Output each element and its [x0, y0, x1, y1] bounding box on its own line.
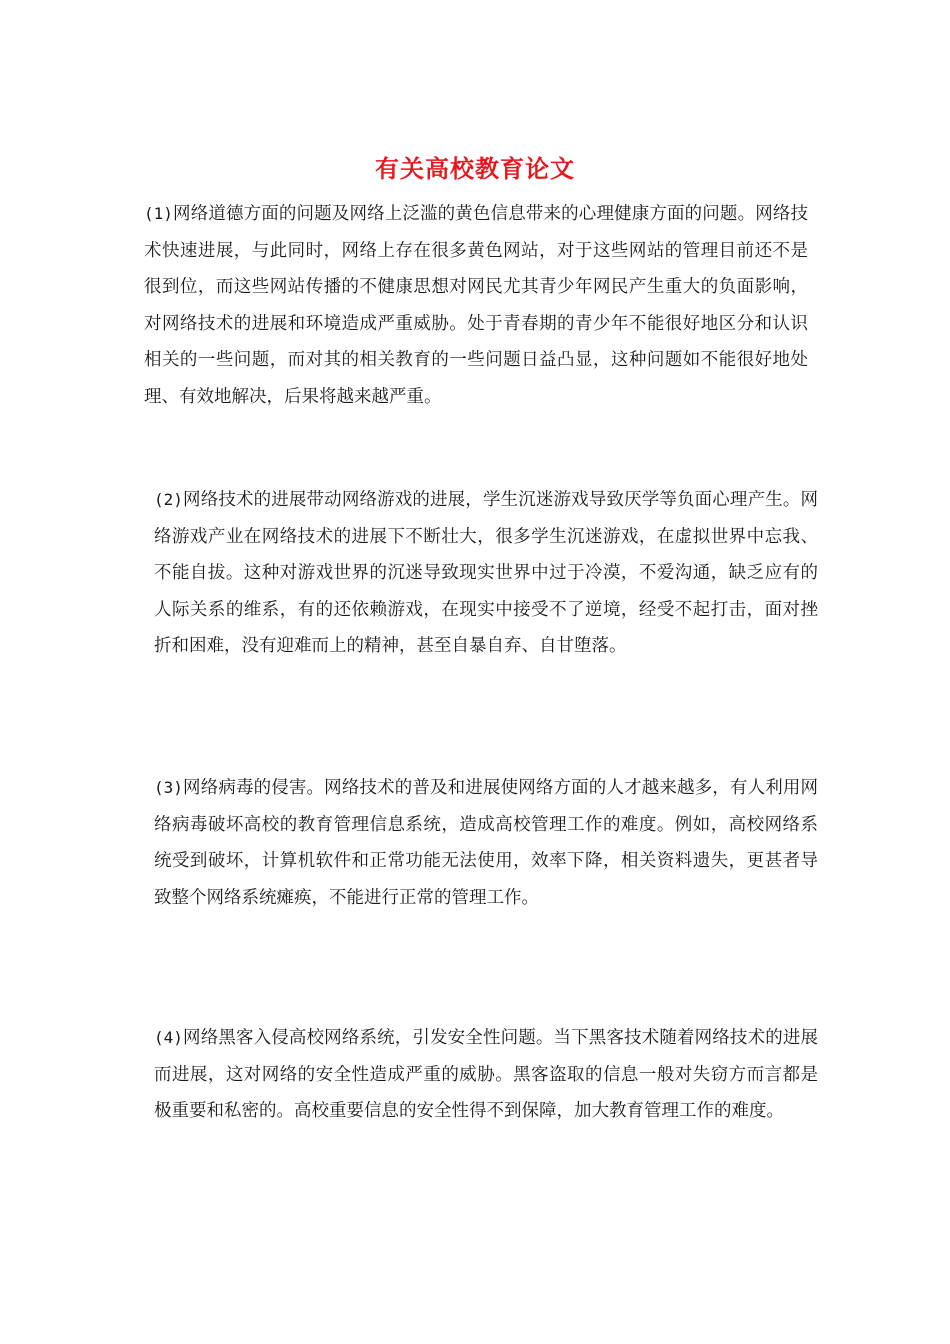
paragraph-marker: (1): [144, 204, 173, 223]
paragraph-marker: (2): [154, 490, 183, 509]
paragraph-marker: (3): [154, 778, 183, 797]
paragraph-4: [144, 1020, 818, 1130]
paragraph-marker: (4): [154, 1028, 183, 1047]
paragraph-1: [144, 196, 808, 416]
paragraph-2: [144, 482, 818, 665]
paragraph-text: 网络黑客入侵高校网络系统，引发安全性问题。当下黑客技术随着网络技术的进展而进展，这对网络的安全性造成严重的威胁。黑客盗取的信息一般对失窃方而言都是极重要和私密的。高校重要信息的安全性得不到保障，加大教育管理工作的难度。: [154, 1028, 818, 1122]
paragraph-text: 网络道德方面的问题及网络上泛滥的黄色信息带来的心理健康方面的问题。网络技术快速进展，与此同时，网络上存在很多黄色网站，对于这些网站的管理目前还不是很到位，而这些网站传播的不健康思想对网民尤其青少年网民产生重大的负面影响，对网络技术的进展和环境造成严重威胁。处于青春期的青少年不能很好地区分和认识相关的一些问题，而对其的相关教育的一些问题日益凸显，这种问题如不能很好地处理、有效地解决，后果将越来越严重。: [144, 204, 808, 407]
document-title: 有关高校教育论文: [375, 154, 575, 183]
paragraph-3: [144, 770, 818, 916]
paragraph-text: 网络技术的进展带动网络游戏的进展，学生沉迷游戏导致厌学等负面心理产生。网络游戏产业在网络技术的进展下不断壮大，很多学生沉迷游戏，在虚拟世界中忘我、不能自拔。这种对游戏世界的沉迷导致现实世界中过于冷漠，不爱沟通，缺乏应有的人际关系的维系，有的还依赖游戏，在现实中接受不了逆境，经受不起打击，面对挫折和困难，没有迎难而上的精神，甚至自暴自弃、自甘堕落。: [154, 490, 818, 657]
paragraph-text: 网络病毒的侵害。网络技术的普及和进展使网络方面的人才越来越多，有人利用网络病毒破坏高校的教育管理信息系统，造成高校管理工作的难度。例如，高校网络系统受到破坏，计算机软件和正常功能无法使用，效率下降，相关资料遗失，更甚者导致整个网络系统瘫痪，不能进行正常的管理工作。: [154, 778, 818, 908]
